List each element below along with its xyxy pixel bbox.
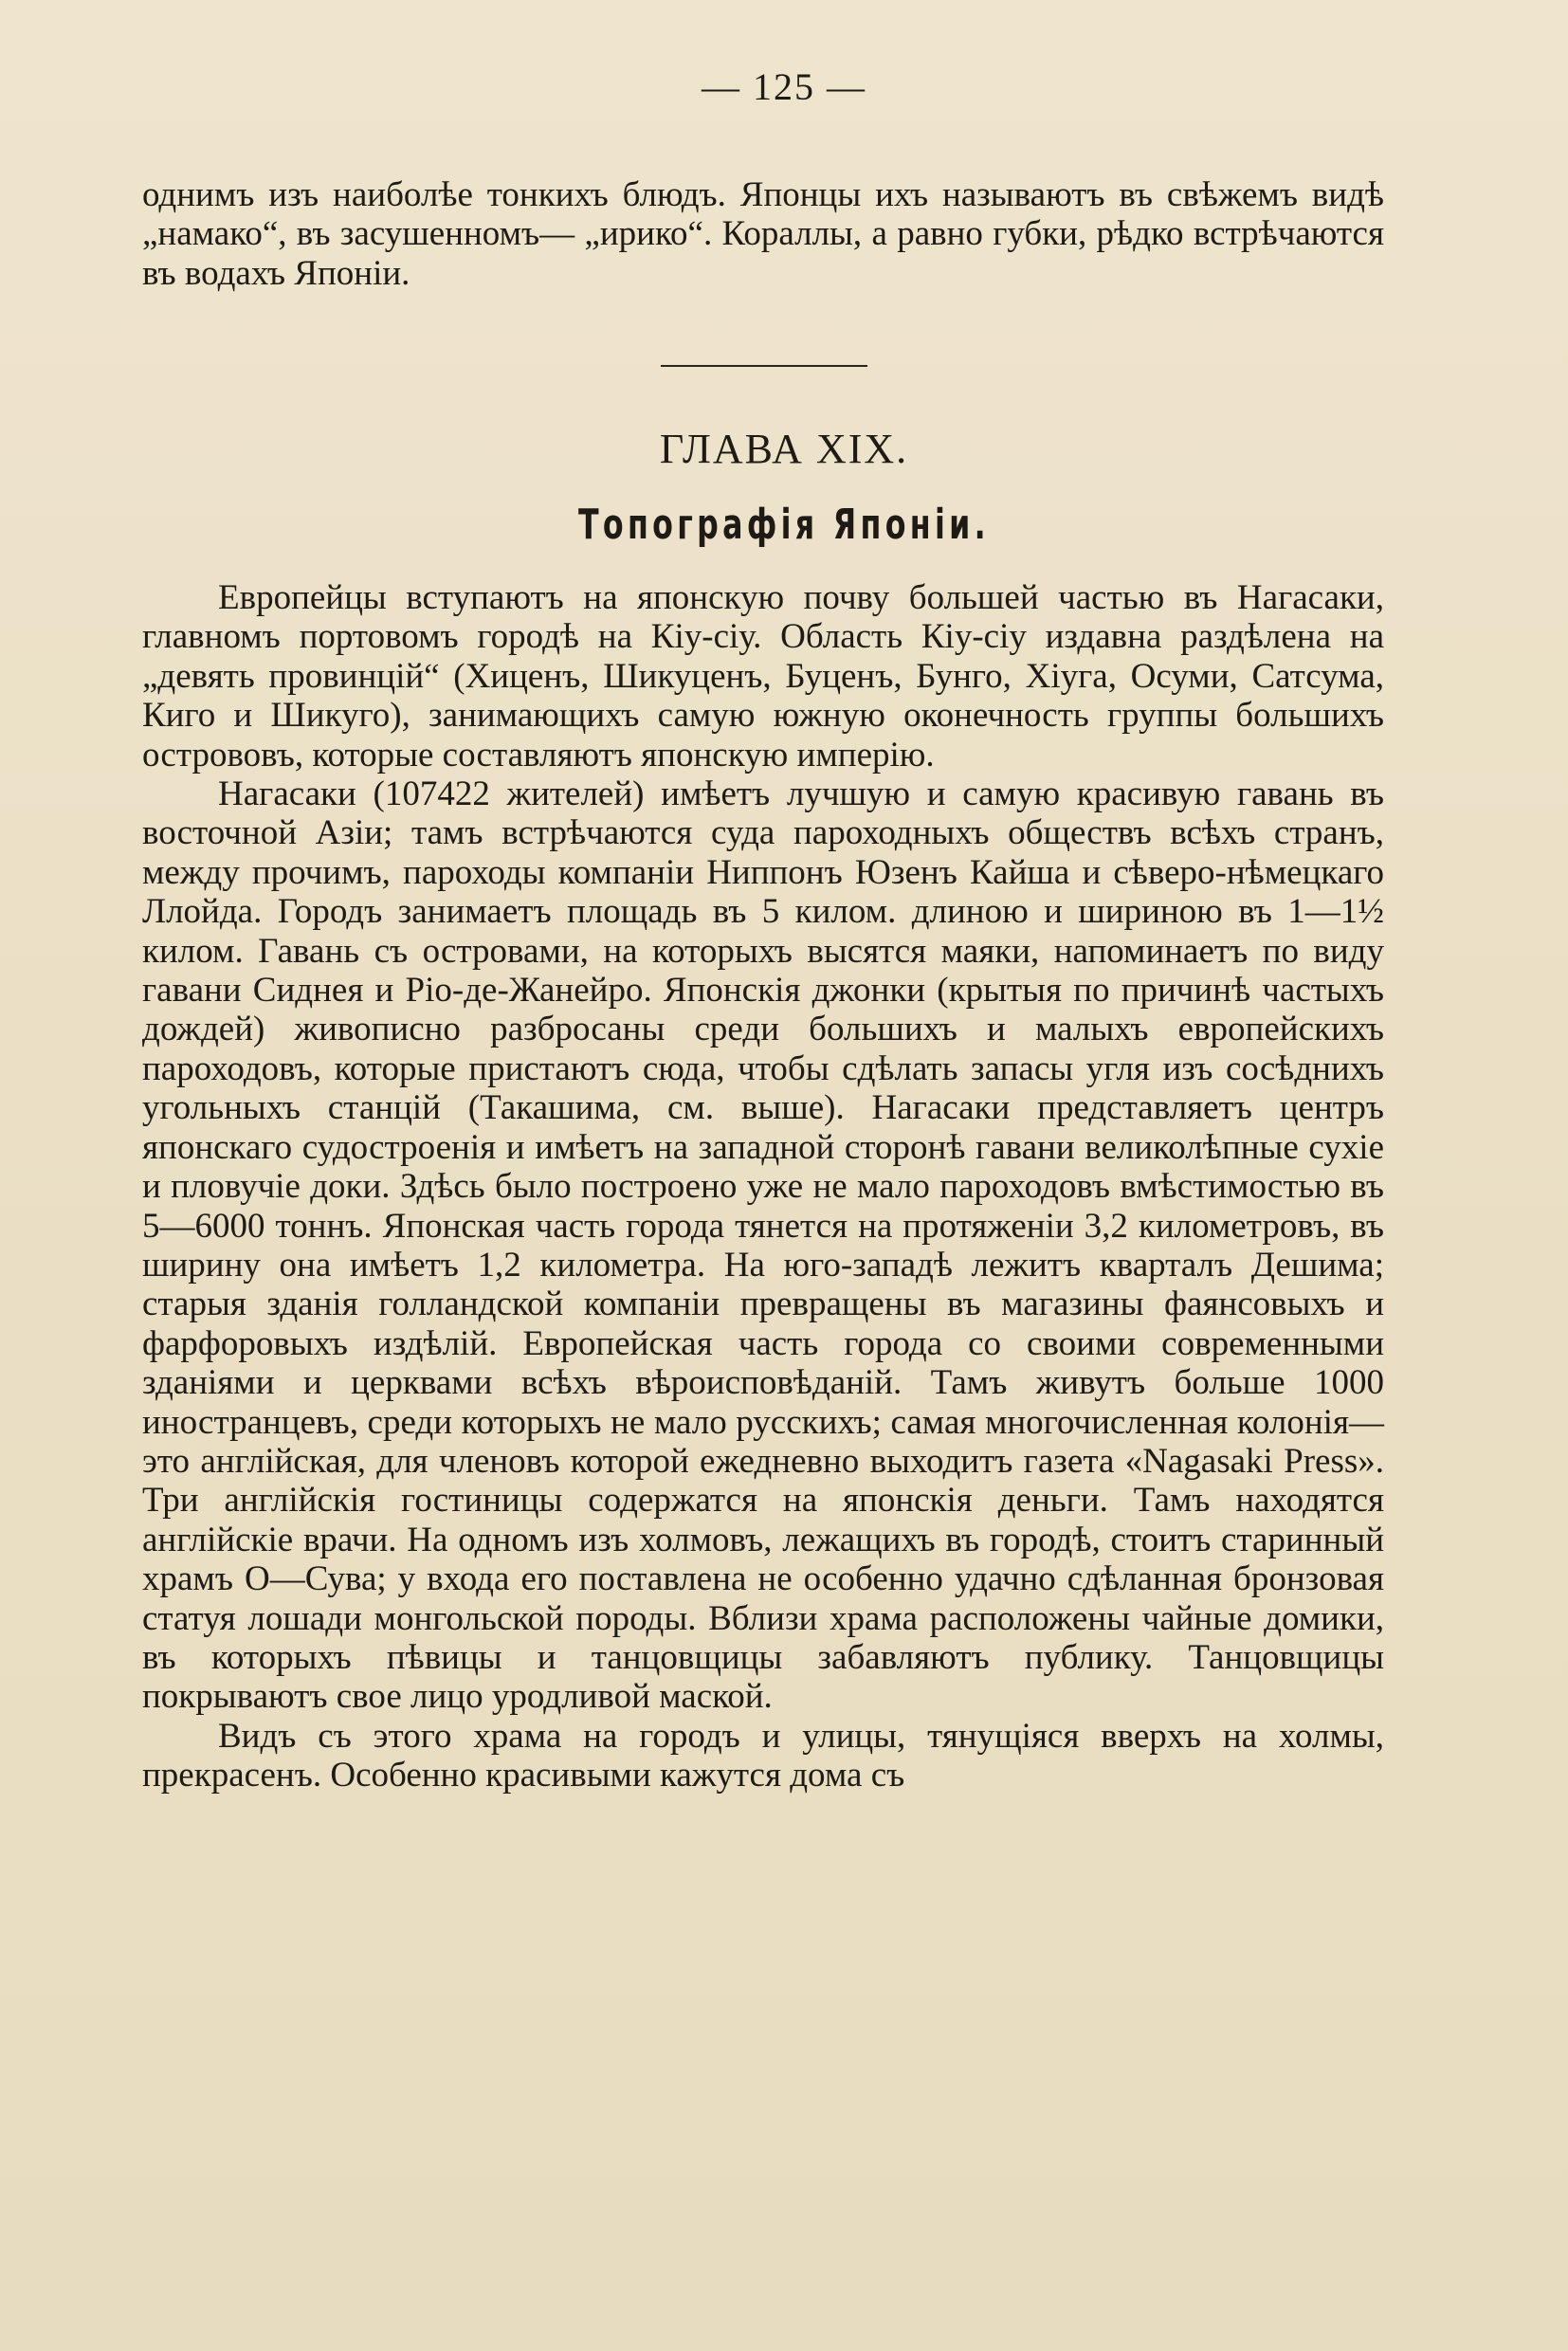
paragraph: Видъ съ этого храма на городъ и улицы, тянущіяся вверхъ на холмы, прекрасенъ. Особенно красивыми кажутся дома съ xyxy=(142,1716,1384,1795)
intro-paragraph: однимъ изъ наиболѣе тонкихъ блюдъ. Японцы ихъ называютъ въ свѣжемъ видѣ „намако“, въ засушенномъ— „ирико“. Кораллы, а равно губки, рѣдко встрѣчаются въ водахъ Японіи. xyxy=(142,175,1384,293)
chapter-title: Топографія Японіи. xyxy=(577,501,991,549)
paragraph: Европейцы вступаютъ на японскую почву большей частью въ Нагасаки, главномъ портовомъ городѣ на Кіу-сіу. Область Кіу-сіу издавна раздѣлена на „девять провинцій“ (Хиценъ, Шикуценъ, Буценъ, Бунго, Хіуга, Осуми, Сатсума, Киго и Шикуго), занимающихъ самую южную оконечность группы большихъ острововъ, которые составляютъ японскую имперію. xyxy=(142,578,1384,775)
page-number: — 125 — xyxy=(702,65,866,108)
chapter-number: ГЛАВА XIX. xyxy=(659,426,909,472)
section-divider xyxy=(661,365,867,367)
chapter-body xyxy=(142,578,1384,1795)
paragraph: Нагасаки (107422 жителей) имѣетъ лучшую и самую красивую гавань въ восточной Азіи; тамъ встрѣчаются суда пароходныхъ обществъ всѣхъ странъ, между прочимъ, пароходы компаніи Ниппонъ Юзенъ Кайша и сѣверо-нѣмецкаго Ллойда. Городъ занимаетъ площадь въ 5 килом. длиною и шириною въ 1—1½ килом. Гавань съ островами, на которыхъ высятся маяки, напоминаетъ по виду гавани Сиднея и Ріо-де-Жанейро. Японскія джонки (крытыя по причинѣ частыхъ дождей) живописно разбросаны среди большихъ и малыхъ европейскихъ пароходовъ, которые пристаютъ сюда, чтобы сдѣлать запасы угля изъ сосѣднихъ угольныхъ станцій (Такашима, см. выше). Нагасаки представляетъ центръ японскаго судостроенія и имѣетъ на западной сторонѣ гавани великолѣпные сухіе и пловучіе доки. Здѣсь было построено уже не мало пароходовъ вмѣстимостью въ 5—6000 тоннъ. Японская часть города тянется на протяженіи 3,2 километровъ, въ ширину она имѣетъ 1,2 километра. На юго-западѣ лежитъ кварталъ Дешима; старыя зданія голландской компаніи превращены въ магазины фаянсовыхъ и фарфоровыхъ издѣлій. Европейская часть города со своими современными зданіями и церквами всѣхъ вѣроисповѣданій. Тамъ живутъ больше 1000 иностранцевъ, среди которыхъ не мало русскихъ; самая многочисленная колонія—это англійская, для членовъ которой ежедневно выходитъ газета «Nagasaki Press». Три англійскія гостиницы содержатся на японскія деньги. Тамъ находятся англійскіе врачи. На одномъ изъ холмовъ, лежащихъ въ городѣ, стоитъ старинный храмъ О—Сува; у входа его поставлена не особенно удачно сдѣланная бронзовая статуя лошади монгольской породы. Вблизи храма расположены чайные домики, въ которыхъ пѣвицы и танцовщицы забавляютъ публику. Танцовщицы покрываютъ свое лицо уродливой маской. xyxy=(142,775,1384,1717)
